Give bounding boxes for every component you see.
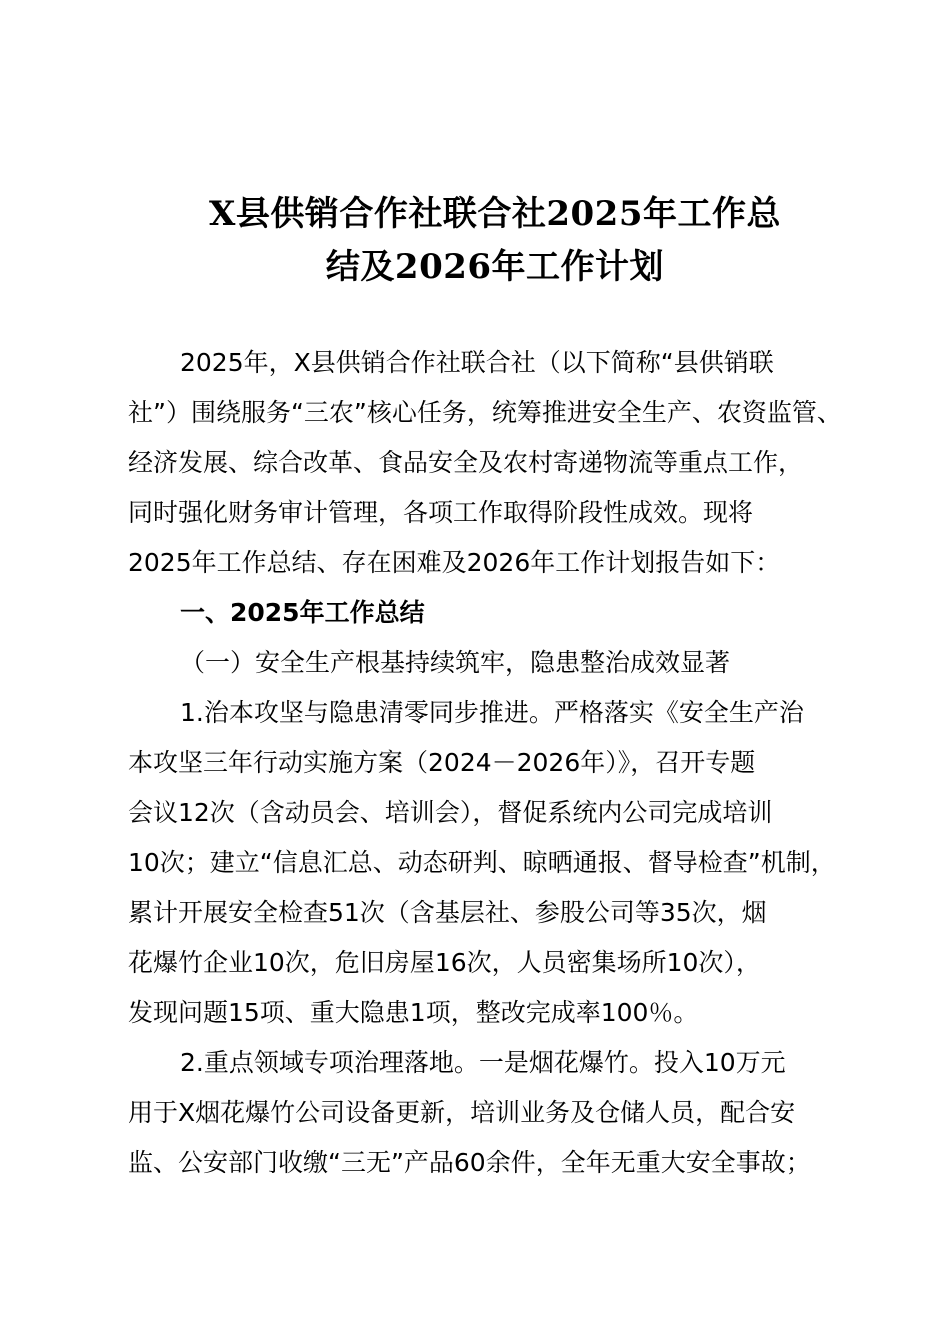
paragraph-line: 2.重点领域专项治理落地。一是烟花爆竹。投入10万元 — [180, 1048, 786, 1077]
paragraph-line: 用于X烟花爆竹公司设备更新，培训业务及仓储人员，配合安 — [128, 1098, 796, 1127]
paragraph-line: 会议12次（含动员会、培训会），督促系统内公司完成培训 — [128, 798, 773, 827]
paragraph-line: 累计开展安全检查51次（含基层社、参股公司等35次，烟 — [128, 898, 767, 927]
item-2-paragraph — [128, 1038, 850, 1188]
paragraph-line: 10次；建立“信息汇总、动态研判、晾晒通报、督导检查”机制， — [128, 848, 836, 877]
paragraph-line: 花爆竹企业10次，危旧房屋16次，人员密集场所10次）， — [128, 948, 761, 977]
paragraph-line: 2025年，X县供销合作社联合社（以下简称“县供销联 — [180, 348, 774, 377]
paragraph-line: 同时强化财务审计管理，各项工作取得阶段性成效。现将 — [128, 498, 754, 527]
title-line-1: X县供销合作社联合社2025年工作总 — [208, 194, 781, 234]
section-heading: 一、2025年工作总结 — [180, 598, 425, 627]
title-line-2: 结及2026年工作计划 — [325, 247, 665, 287]
intro-paragraph — [128, 338, 850, 588]
paragraph-line: 2025年工作总结、存在困难及2026年工作计划报告如下： — [128, 548, 781, 577]
document-title — [120, 188, 870, 294]
paragraph-line: 经济发展、综合改革、食品安全及农村寄递物流等重点工作， — [128, 448, 804, 477]
subsection-heading: （一）安全生产根基持续筑牢，隐患整治成效显著 — [180, 648, 731, 677]
paragraph-line: 1.治本攻坚与隐患清零同步推进。严格落实《安全生产治 — [180, 698, 804, 727]
paragraph-line: 本攻坚三年行动实施方案（2024－2026年）》，召开专题 — [128, 748, 756, 777]
paragraph-line: 监、公安部门收缴“三无”产品60余件，全年无重大安全事故； — [128, 1148, 811, 1177]
document-body — [128, 338, 850, 1188]
item-1-paragraph — [128, 688, 850, 1038]
paragraph-line: 社”）围绕服务“三农”核心任务，统筹推进安全生产、农资监管、 — [128, 398, 842, 427]
paragraph-line: 发现问题15项、重大隐患1项，整改完成率100％。 — [128, 998, 699, 1027]
